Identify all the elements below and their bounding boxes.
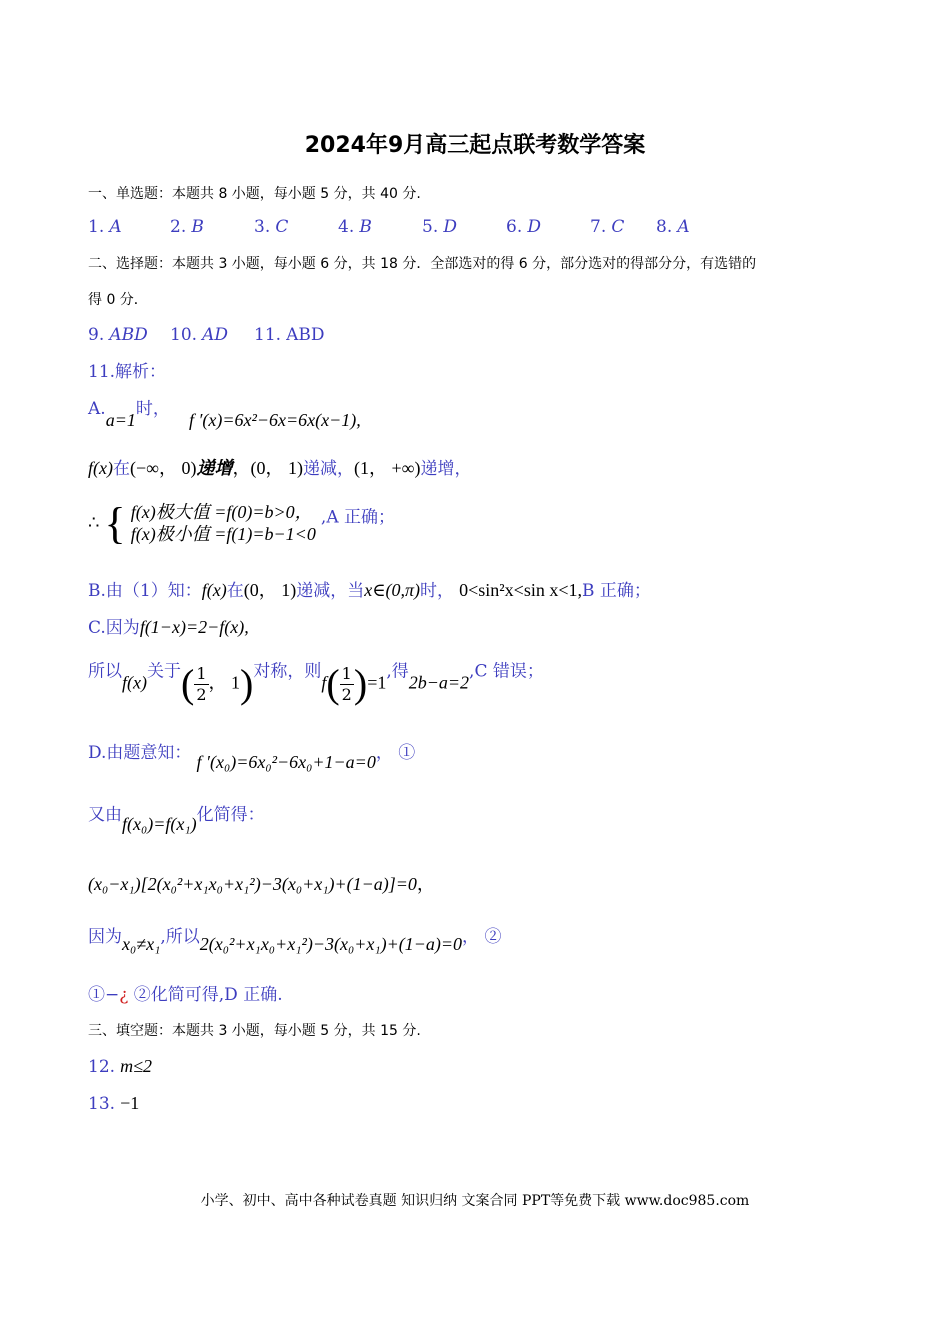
analysis-d5-line: ①−¿ ②化简可得,D 正确. <box>88 985 283 1005</box>
analysis-label: 11.解析： <box>88 362 167 382</box>
answer-7: 7. C <box>590 217 625 237</box>
analysis-c-line: C.因为f(1−x)=2−f(x), <box>88 617 249 638</box>
analysis-d2-line: 又由f(x₀)=f(x₁)化简得： <box>88 805 265 834</box>
section1-heading: 一、单选题：本题共 8 小题，每小题 5 分，共 40 分. <box>88 186 421 202</box>
analysis-extrema-system: ∴ { f(x)极大值 =f(0)=b>0， f(x)极小值 =f(1)=b−1<0 ,A 正确； <box>88 499 396 548</box>
analysis-a-line: A.a=1时， f ′(x)=6x²−6x=6x(x−1), <box>88 399 361 430</box>
answer-8: 8. A <box>656 217 690 237</box>
answer-9: 9. ABD <box>88 325 148 345</box>
answer-4: 4. B <box>338 217 372 237</box>
answer-10: 10. AD <box>170 325 229 345</box>
section3-heading: 三、填空题：本题共 3 小题，每小题 5 分，共 15 分. <box>88 1023 421 1039</box>
analysis-d-line: D.由题意知： f ′(x₀)=6x₀²−6x₀+1−a=0， ① <box>88 743 416 772</box>
left-brace-icon: { <box>104 499 126 548</box>
section2-heading-line2: 得 0 分． <box>88 292 148 308</box>
answer-2: 2. B <box>170 217 204 237</box>
section2-heading-line1: 二、选择题：本题共 3 小题，每小题 6 分，共 18 分．全部选对的得 6 分，部分选对的得部分分，有选错的 <box>88 256 757 272</box>
section1-answers <box>88 217 788 241</box>
fraction-half: $\frac{1}{2}$ <box>196 664 207 704</box>
page-footer: 小学、初中、高中各种试卷真题 知识归纳 文案合同 PPT等免费下载 www.doc985.com <box>200 1193 750 1209</box>
answer-5: 5. D <box>422 217 457 237</box>
analysis-c2-line: 所以f(x)关于( $\frac{1}{2}$ ， 1)对称，则f( $\frac{1}{2}$ )=1,得2b−a=2,C 错误； <box>88 661 544 706</box>
section2-answers <box>88 325 588 349</box>
fraction-half-2: $\frac{1}{2}$ <box>341 664 352 704</box>
answer-1: 1. A <box>88 217 122 237</box>
answer-12: 12. m≤2 <box>88 1056 153 1077</box>
answer-3: 3. C <box>254 217 289 237</box>
analysis-d3-line: (x₀−x₁)[2(x₀²+x₁x₀+x₁²)−3(x₀+x₁)+(1−a)]=0， <box>88 874 435 894</box>
answer-6: 6. D <box>506 217 541 237</box>
analysis-monotonic-line: f(x)在(−∞， 0)递增，(0， 1)递减，(1， +∞)递增， <box>88 458 472 479</box>
answer-13: 13. −1 <box>88 1093 140 1114</box>
document-title: 2024年9月高三起点联考数学答案 <box>304 133 646 158</box>
analysis-d4-line: 因为x₀≠x₁,所以2(x₀²+x₁x₀+x₁²)−3(x₀+x₁)+(1−a)=0， ② <box>88 927 502 954</box>
analysis-b-line: B.由（1）知：f(x)在(0， 1)递减，当x∈(0,π)时， 0<sin²x<sin x<1,B 正确； <box>88 580 651 601</box>
answer-11: 11. ABD <box>254 325 325 345</box>
